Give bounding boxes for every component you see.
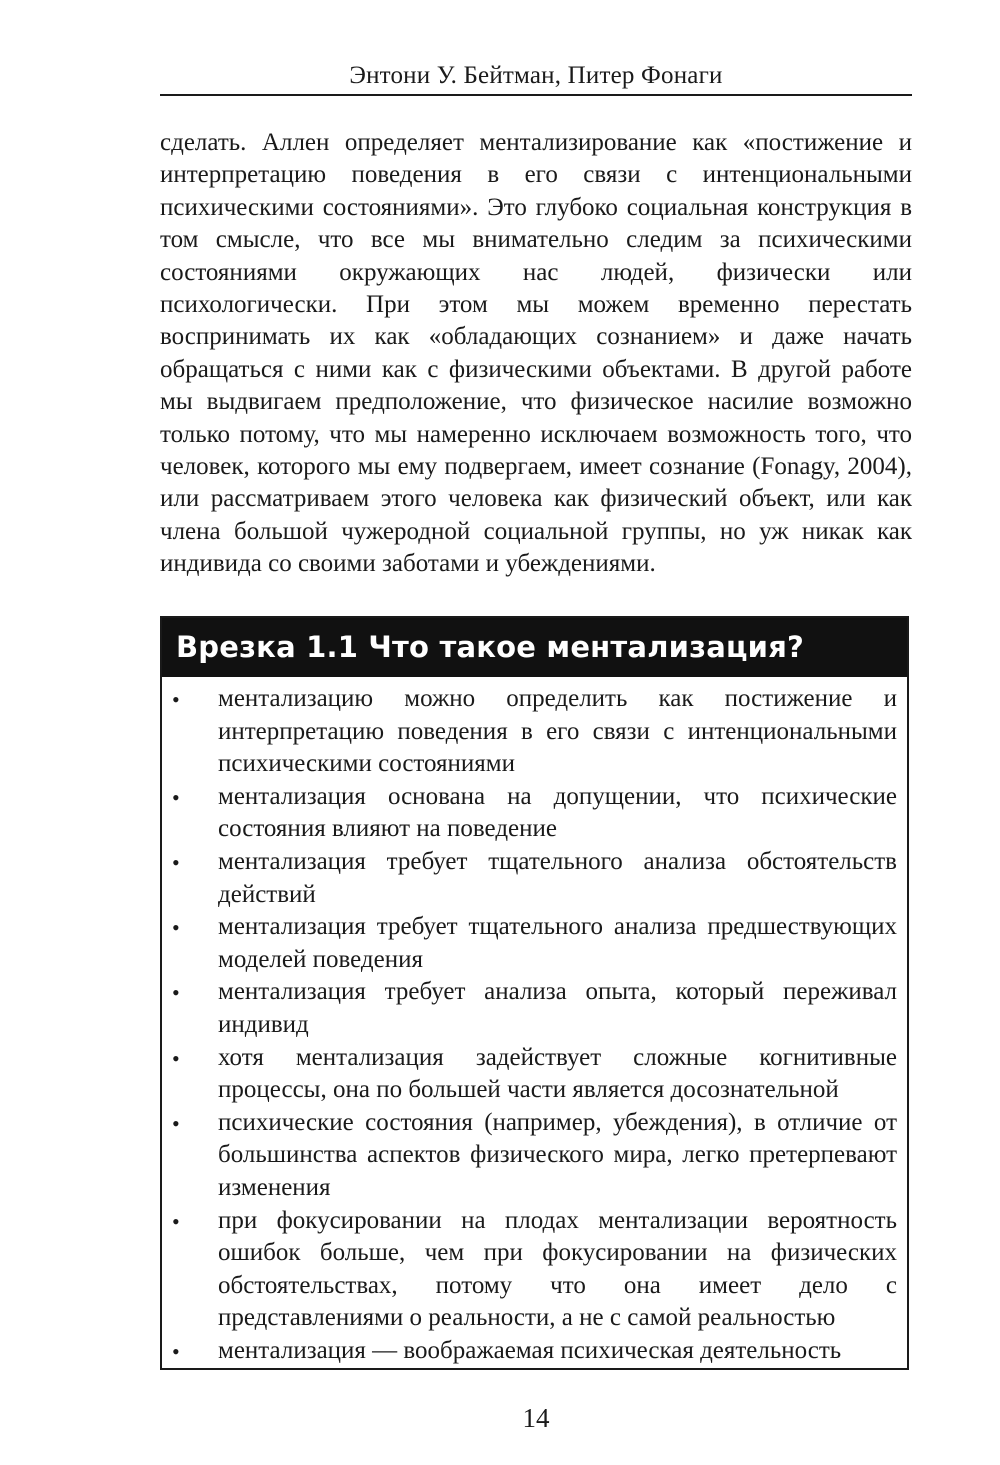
list-item bbox=[162, 1335, 897, 1368]
sidebar-box bbox=[160, 616, 909, 1370]
list-item-text: психические состояния (например, убеждения), в отличие от большинства аспектов физического мира, легко претерпевают изменения bbox=[218, 1108, 897, 1201]
list-item bbox=[162, 911, 897, 976]
bullet-icon: • bbox=[172, 915, 180, 941]
list-item bbox=[162, 1042, 897, 1107]
page-number: 14 bbox=[522, 1403, 550, 1433]
list-item bbox=[162, 1205, 897, 1335]
bullet-icon: • bbox=[172, 784, 180, 810]
bullet-list bbox=[162, 677, 907, 1367]
running-header bbox=[160, 58, 912, 96]
list-item bbox=[162, 781, 897, 846]
list-item bbox=[162, 683, 897, 781]
bullet-icon: • bbox=[172, 980, 180, 1006]
list-item-text: ментализацию можно определить как постижение и интерпретацию поведения в его связи с интенциональными психическими состояниями bbox=[218, 685, 897, 778]
list-item-text: ментализация требует тщательного анализа обстоятельств действий bbox=[218, 847, 897, 908]
bullet-icon: • bbox=[172, 687, 180, 712]
bullet-icon: • bbox=[172, 1208, 180, 1234]
bullet-icon: • bbox=[172, 849, 180, 875]
list-item-text: ментализация требует тщательного анализа предшествующих моделей поведения bbox=[218, 913, 897, 973]
bullet-icon: • bbox=[172, 1110, 180, 1136]
sidebar-title: Врезка 1.1 Что такое ментализация? bbox=[162, 618, 907, 677]
list-item-text: ментализация требует анализа опыта, который переживал индивид bbox=[218, 978, 897, 1038]
list-item bbox=[162, 846, 897, 911]
body-paragraph: сделать. Аллен определяет ментализирование как «постижение и интерпретацию поведения в его связи с интенциональными психическими состояниями». Это глубоко социальная конструкция в том смысле, что все мы внимательно следим за психическими состояниями окружающих нас людей, физически или психологически. При этом мы можем временно перестать воспринимать их как «обладающих сознанием» и даже начать обращаться с ними как с физическими объектами. В другой работе мы выдвигаем предположение, что физическое насилие возможно только потому, что мы намеренно исключаем возможность того, что человек, которого мы ему подвергаем, имеет сознание (Fonagy, 2004), или рассматриваем этого человека как физический объект, или как члена большой чужеродной социальной группы, но уж никак как индивида со своими заботами и убеждениями. bbox=[160, 129, 912, 578]
list-item-text: хотя ментализация задействует сложные когнитивные процессы, она по большей части является досознательной bbox=[218, 1043, 897, 1104]
list-item-text: ментализация — воображаемая психическая деятельность bbox=[218, 1336, 842, 1364]
running-title: Энтони У. Бейтман, Питер Фонаги bbox=[349, 62, 723, 89]
bullet-icon: • bbox=[172, 1338, 180, 1364]
list-item-text: ментализация основана на допущении, что психические состояния влияют на поведение bbox=[218, 782, 897, 843]
list-item bbox=[162, 976, 897, 1041]
list-item-text: при фокусировании на плодах ментализации вероятность ошибок больше, чем при фокусировании на физических обстоятельствах, потому что она имеет дело с представлениями о реальности, а не с самой реальностью bbox=[218, 1206, 897, 1332]
list-item bbox=[162, 1107, 897, 1205]
bullet-icon: • bbox=[172, 1045, 180, 1071]
